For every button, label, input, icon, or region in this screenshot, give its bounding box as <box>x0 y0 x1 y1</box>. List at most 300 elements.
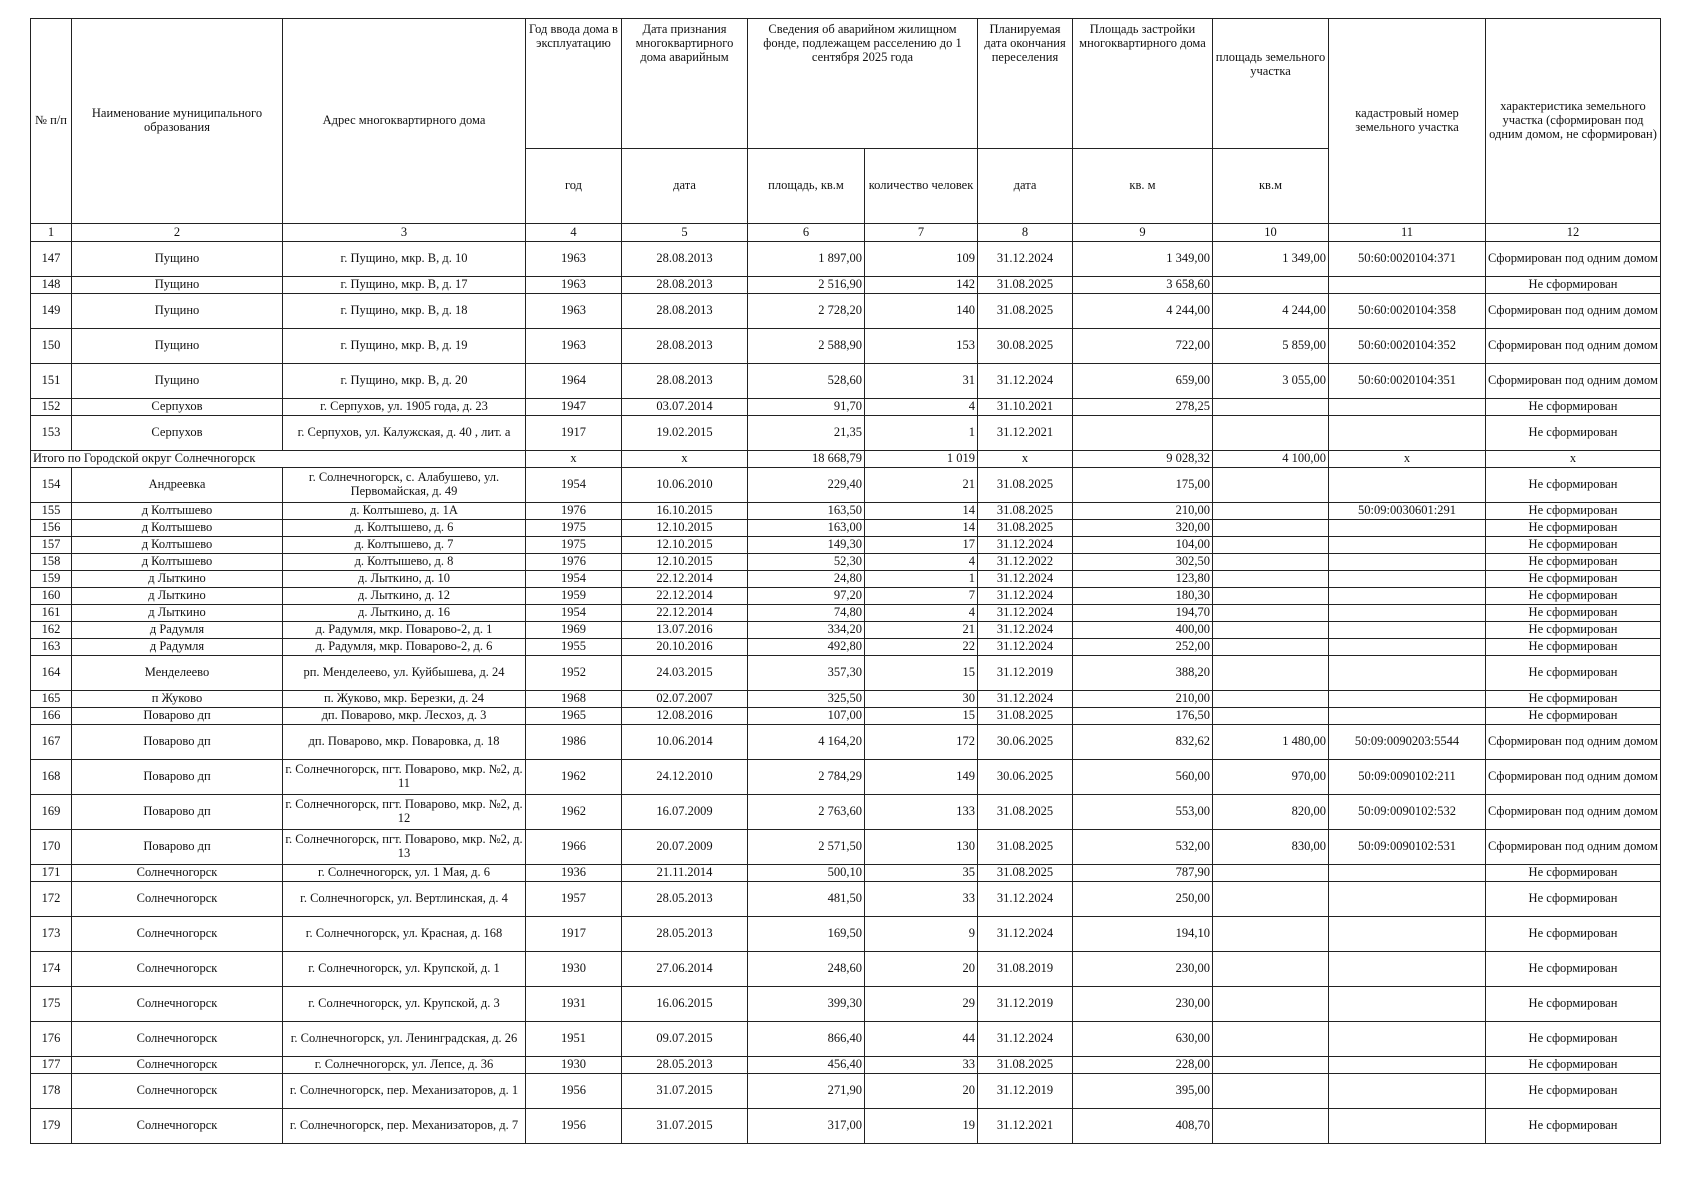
municipality-name: Солнечногорск <box>72 1022 283 1057</box>
municipality-name: Солнечногорск <box>72 1057 283 1074</box>
land-area <box>1213 416 1329 451</box>
house-address: г. Солнечногорск, ул. Вертлинская, д. 4 <box>283 882 526 917</box>
planned-end-date: 31.12.2024 <box>978 537 1073 554</box>
land-characteristic: Сформирован под одним домом <box>1486 830 1661 865</box>
row-number: 167 <box>31 725 72 760</box>
resident-count: 4 <box>865 554 978 571</box>
commission-year: 1930 <box>526 952 622 987</box>
planned-end-date: 31.08.2025 <box>978 520 1073 537</box>
land-characteristic: Не сформирован <box>1486 639 1661 656</box>
house-address: г. Солнечногорск, пгт. Поварово, мкр. №2, д. 12 <box>283 795 526 830</box>
land-characteristic: Не сформирован <box>1486 952 1661 987</box>
cadastral-number <box>1329 865 1486 882</box>
column-number-row <box>31 224 1661 242</box>
resident-count: 14 <box>865 520 978 537</box>
planned-end-date: 31.12.2021 <box>978 416 1073 451</box>
building-area: 250,00 <box>1073 882 1213 917</box>
land-characteristic: Не сформирован <box>1486 468 1661 503</box>
municipality-name: Солнечногорск <box>72 865 283 882</box>
resident-count: 133 <box>865 795 978 830</box>
emergency-area: 91,70 <box>748 399 865 416</box>
commission-year: 1963 <box>526 294 622 329</box>
land-characteristic: Не сформирован <box>1486 708 1661 725</box>
emergency-area: 399,30 <box>748 987 865 1022</box>
header-col-municipality: Наименование муниципального образования <box>72 19 283 224</box>
municipality-name: Поварово дп <box>72 708 283 725</box>
land-characteristic: Сформирован под одним домом <box>1486 329 1661 364</box>
table-row <box>31 503 1661 520</box>
municipality-name: Поварово дп <box>72 760 283 795</box>
municipality-name: Солнечногорск <box>72 1074 283 1109</box>
row-number: 168 <box>31 760 72 795</box>
land-characteristic: Сформирован под одним домом <box>1486 795 1661 830</box>
municipality-name: д Колтышево <box>72 503 283 520</box>
table-row <box>31 329 1661 364</box>
emergency-area: 357,30 <box>748 656 865 691</box>
municipality-name: д Радумля <box>72 639 283 656</box>
land-area <box>1213 277 1329 294</box>
table-row <box>31 1074 1661 1109</box>
building-area: 388,20 <box>1073 656 1213 691</box>
recognition-date: 20.10.2016 <box>622 639 748 656</box>
emergency-area: 492,80 <box>748 639 865 656</box>
municipality-name: д Радумля <box>72 622 283 639</box>
resident-count: 9 <box>865 917 978 952</box>
row-number: 150 <box>31 329 72 364</box>
land-area <box>1213 622 1329 639</box>
commission-year: 1986 <box>526 725 622 760</box>
land-area: 5 859,00 <box>1213 329 1329 364</box>
planned-end-date: 31.12.2019 <box>978 656 1073 691</box>
row-number: 170 <box>31 830 72 865</box>
column-number: 8 <box>978 224 1073 242</box>
cadastral-number: 50:09:0090102:531 <box>1329 830 1486 865</box>
recognition-date: 28.08.2013 <box>622 364 748 399</box>
table-row <box>31 294 1661 329</box>
recognition-date: 27.06.2014 <box>622 952 748 987</box>
column-number: 4 <box>526 224 622 242</box>
total-row <box>31 451 1661 468</box>
resident-count: 44 <box>865 1022 978 1057</box>
land-area <box>1213 987 1329 1022</box>
emergency-area: 1 897,00 <box>748 242 865 277</box>
commission-year: 1975 <box>526 537 622 554</box>
building-area: 659,00 <box>1073 364 1213 399</box>
resident-count: 172 <box>865 725 978 760</box>
recognition-date: 02.07.2007 <box>622 691 748 708</box>
planned-end-date: 31.12.2024 <box>978 691 1073 708</box>
resident-count: 14 <box>865 503 978 520</box>
row-number: 179 <box>31 1109 72 1144</box>
commission-year: 1962 <box>526 760 622 795</box>
column-number: 12 <box>1486 224 1661 242</box>
building-area: 1 349,00 <box>1073 242 1213 277</box>
municipality-name: Пущино <box>72 364 283 399</box>
recognition-date: 09.07.2015 <box>622 1022 748 1057</box>
house-address: г. Пущино, мкр. В, д. 18 <box>283 294 526 329</box>
emergency-housing-table <box>30 18 1661 1144</box>
land-area <box>1213 399 1329 416</box>
commission-year: 1963 <box>526 242 622 277</box>
planned-end-date: 30.06.2025 <box>978 760 1073 795</box>
municipality-name: Андреевка <box>72 468 283 503</box>
table-row <box>31 1057 1661 1074</box>
planned-end-date: 31.08.2025 <box>978 468 1073 503</box>
commission-year: x <box>526 451 622 468</box>
header-col-number: № п/п <box>31 19 72 224</box>
cadastral-number: 50:60:0020104:358 <box>1329 294 1486 329</box>
emergency-area: 317,00 <box>748 1109 865 1144</box>
table-row <box>31 520 1661 537</box>
building-area: 395,00 <box>1073 1074 1213 1109</box>
commission-year: 1936 <box>526 865 622 882</box>
resident-count: 7 <box>865 588 978 605</box>
recognition-date: 22.12.2014 <box>622 588 748 605</box>
cadastral-number: 50:09:0090102:211 <box>1329 760 1486 795</box>
planned-end-date: 31.12.2024 <box>978 605 1073 622</box>
cadastral-number <box>1329 639 1486 656</box>
commission-year: 1968 <box>526 691 622 708</box>
row-number: 149 <box>31 294 72 329</box>
cadastral-number: x <box>1329 451 1486 468</box>
table-row <box>31 656 1661 691</box>
municipality-name: д Колтышево <box>72 537 283 554</box>
table-row <box>31 242 1661 277</box>
subheader-people: количество человек <box>865 149 978 224</box>
land-area: 830,00 <box>1213 830 1329 865</box>
emergency-area: 163,00 <box>748 520 865 537</box>
land-characteristic: Не сформирован <box>1486 554 1661 571</box>
commission-year: 1917 <box>526 917 622 952</box>
emergency-area: 21,35 <box>748 416 865 451</box>
land-characteristic: Не сформирован <box>1486 605 1661 622</box>
recognition-date: 22.12.2014 <box>622 605 748 622</box>
resident-count: 31 <box>865 364 978 399</box>
row-number: 164 <box>31 656 72 691</box>
house-address: п. Жуково, мкр. Березки, д. 24 <box>283 691 526 708</box>
municipality-name: д Колтышево <box>72 520 283 537</box>
land-area <box>1213 639 1329 656</box>
recognition-date: 20.07.2009 <box>622 830 748 865</box>
row-number: 171 <box>31 865 72 882</box>
recognition-date: 13.07.2016 <box>622 622 748 639</box>
building-area: 630,00 <box>1073 1022 1213 1057</box>
building-area: 560,00 <box>1073 760 1213 795</box>
row-number: 166 <box>31 708 72 725</box>
house-address: г. Пущино, мкр. В, д. 20 <box>283 364 526 399</box>
planned-end-date: 31.12.2024 <box>978 364 1073 399</box>
row-number: 172 <box>31 882 72 917</box>
recognition-date: 12.08.2016 <box>622 708 748 725</box>
recognition-date: 28.08.2013 <box>622 277 748 294</box>
cadastral-number: 50:60:0020104:371 <box>1329 242 1486 277</box>
commission-year: 1954 <box>526 605 622 622</box>
land-area <box>1213 708 1329 725</box>
commission-year: 1959 <box>526 588 622 605</box>
table-row <box>31 571 1661 588</box>
row-number: 160 <box>31 588 72 605</box>
commission-year: 1917 <box>526 416 622 451</box>
building-area: 832,62 <box>1073 725 1213 760</box>
land-characteristic: x <box>1486 451 1661 468</box>
land-characteristic: Сформирован под одним домом <box>1486 294 1661 329</box>
emergency-area: 2 588,90 <box>748 329 865 364</box>
planned-end-date: 31.12.2024 <box>978 639 1073 656</box>
commission-year: 1951 <box>526 1022 622 1057</box>
land-area: 4 100,00 <box>1213 451 1329 468</box>
header-col-address: Адрес многоквартирного дома <box>283 19 526 224</box>
row-number: 147 <box>31 242 72 277</box>
house-address: г. Солнечногорск, ул. 1 Мая, д. 6 <box>283 865 526 882</box>
subheader-date: дата <box>622 149 748 224</box>
header-col-recognition-date: Дата признания многоквартирного дома аварийным <box>622 19 748 149</box>
cadastral-number <box>1329 1057 1486 1074</box>
table-row <box>31 691 1661 708</box>
house-address: д. Лыткино, д. 12 <box>283 588 526 605</box>
subheader-land-sq-m: кв.м <box>1213 149 1329 224</box>
emergency-area: 2 784,29 <box>748 760 865 795</box>
emergency-area: 2 728,20 <box>748 294 865 329</box>
recognition-date: 24.12.2010 <box>622 760 748 795</box>
table-row <box>31 830 1661 865</box>
resident-count: 20 <box>865 1074 978 1109</box>
land-characteristic: Сформирован под одним домом <box>1486 760 1661 795</box>
header-col-fund-info: Сведения об аварийном жилищном фонде, подлежащем расселению до 1 сентября 2025 года <box>748 19 978 149</box>
table-row <box>31 708 1661 725</box>
emergency-area: 97,20 <box>748 588 865 605</box>
emergency-area: 481,50 <box>748 882 865 917</box>
resident-count: 30 <box>865 691 978 708</box>
planned-end-date: 31.12.2024 <box>978 588 1073 605</box>
header-col-land-area: площадь земельного участка <box>1213 19 1329 149</box>
municipality-name: Поварово дп <box>72 795 283 830</box>
cadastral-number <box>1329 656 1486 691</box>
row-number: 158 <box>31 554 72 571</box>
planned-end-date: 31.12.2024 <box>978 882 1073 917</box>
table-row <box>31 277 1661 294</box>
resident-count: 21 <box>865 622 978 639</box>
cadastral-number: 50:60:0020104:351 <box>1329 364 1486 399</box>
column-number: 5 <box>622 224 748 242</box>
row-number: 159 <box>31 571 72 588</box>
row-number: 162 <box>31 622 72 639</box>
table-row <box>31 952 1661 987</box>
emergency-area: 456,40 <box>748 1057 865 1074</box>
row-number: 176 <box>31 1022 72 1057</box>
recognition-date: 12.10.2015 <box>622 537 748 554</box>
land-characteristic: Не сформирован <box>1486 503 1661 520</box>
municipality-name: Серпухов <box>72 399 283 416</box>
recognition-date: 28.08.2013 <box>622 294 748 329</box>
building-area <box>1073 416 1213 451</box>
land-area <box>1213 691 1329 708</box>
resident-count: 21 <box>865 468 978 503</box>
house-address: д. Лыткино, д. 16 <box>283 605 526 622</box>
row-number: 174 <box>31 952 72 987</box>
municipality-name: Серпухов <box>72 416 283 451</box>
cadastral-number <box>1329 917 1486 952</box>
land-characteristic: Не сформирован <box>1486 1057 1661 1074</box>
planned-end-date: 31.08.2025 <box>978 277 1073 294</box>
recognition-date: 31.07.2015 <box>622 1109 748 1144</box>
resident-count: 35 <box>865 865 978 882</box>
cadastral-number: 50:09:0090203:5544 <box>1329 725 1486 760</box>
cadastral-number <box>1329 1022 1486 1057</box>
cadastral-number: 50:60:0020104:352 <box>1329 329 1486 364</box>
commission-year: 1952 <box>526 656 622 691</box>
row-number: 177 <box>31 1057 72 1074</box>
cadastral-number: 50:09:0030601:291 <box>1329 503 1486 520</box>
land-area: 820,00 <box>1213 795 1329 830</box>
resident-count: 33 <box>865 882 978 917</box>
building-area: 104,00 <box>1073 537 1213 554</box>
resident-count: 22 <box>865 639 978 656</box>
cadastral-number <box>1329 588 1486 605</box>
subheader-sq-m: кв. м <box>1073 149 1213 224</box>
row-number: 157 <box>31 537 72 554</box>
land-characteristic: Не сформирован <box>1486 1109 1661 1144</box>
house-address: д. Радумля, мкр. Поварово-2, д. 1 <box>283 622 526 639</box>
commission-year: 1963 <box>526 277 622 294</box>
land-area <box>1213 588 1329 605</box>
planned-end-date: 31.12.2024 <box>978 917 1073 952</box>
land-area <box>1213 554 1329 571</box>
recognition-date: 12.10.2015 <box>622 554 748 571</box>
house-address: рп. Менделеево, ул. Куйбышева, д. 24 <box>283 656 526 691</box>
land-characteristic: Сформирован под одним домом <box>1486 242 1661 277</box>
cadastral-number <box>1329 468 1486 503</box>
row-number: 173 <box>31 917 72 952</box>
table-row <box>31 725 1661 760</box>
resident-count: 15 <box>865 656 978 691</box>
column-number: 2 <box>72 224 283 242</box>
cadastral-number <box>1329 520 1486 537</box>
row-number: 155 <box>31 503 72 520</box>
row-number: 153 <box>31 416 72 451</box>
municipality-name: Менделеево <box>72 656 283 691</box>
table-row <box>31 605 1661 622</box>
resident-count: 153 <box>865 329 978 364</box>
land-area <box>1213 1057 1329 1074</box>
resident-count: 130 <box>865 830 978 865</box>
land-area: 4 244,00 <box>1213 294 1329 329</box>
row-number: 169 <box>31 795 72 830</box>
table-row <box>31 1022 1661 1057</box>
commission-year: 1954 <box>526 571 622 588</box>
recognition-date: 16.06.2015 <box>622 987 748 1022</box>
land-characteristic: Не сформирован <box>1486 865 1661 882</box>
land-characteristic: Не сформирован <box>1486 399 1661 416</box>
emergency-area: 74,80 <box>748 605 865 622</box>
house-address: г. Солнечногорск, с. Алабушево, ул. Первомайская, д. 49 <box>283 468 526 503</box>
land-area: 1 480,00 <box>1213 725 1329 760</box>
emergency-area: 248,60 <box>748 952 865 987</box>
column-number: 10 <box>1213 224 1329 242</box>
land-area <box>1213 656 1329 691</box>
recognition-date: 22.12.2014 <box>622 571 748 588</box>
building-area: 194,70 <box>1073 605 1213 622</box>
recognition-date: 10.06.2010 <box>622 468 748 503</box>
cadastral-number <box>1329 1109 1486 1144</box>
table-row <box>31 882 1661 917</box>
planned-end-date: 31.12.2021 <box>978 1109 1073 1144</box>
recognition-date: 21.11.2014 <box>622 865 748 882</box>
table-row <box>31 795 1661 830</box>
building-area: 9 028,32 <box>1073 451 1213 468</box>
table-row <box>31 554 1661 571</box>
commission-year: 1954 <box>526 468 622 503</box>
planned-end-date: 31.08.2025 <box>978 1057 1073 1074</box>
recognition-date: 28.08.2013 <box>622 242 748 277</box>
house-address: г. Пущино, мкр. В, д. 17 <box>283 277 526 294</box>
municipality-name: Солнечногорск <box>72 882 283 917</box>
row-number: 154 <box>31 468 72 503</box>
land-area <box>1213 952 1329 987</box>
building-area: 210,00 <box>1073 503 1213 520</box>
municipality-name: д Колтышево <box>72 554 283 571</box>
table-row <box>31 399 1661 416</box>
building-area: 180,30 <box>1073 588 1213 605</box>
land-area <box>1213 1109 1329 1144</box>
municipality-name: Пущино <box>72 294 283 329</box>
land-characteristic: Не сформирован <box>1486 520 1661 537</box>
planned-end-date: 31.12.2024 <box>978 242 1073 277</box>
planned-end-date: 31.08.2019 <box>978 952 1073 987</box>
planned-end-date: 31.12.2024 <box>978 571 1073 588</box>
house-address: г. Пущино, мкр. В, д. 19 <box>283 329 526 364</box>
building-area: 123,80 <box>1073 571 1213 588</box>
building-area: 722,00 <box>1073 329 1213 364</box>
cadastral-number <box>1329 882 1486 917</box>
land-area <box>1213 503 1329 520</box>
planned-end-date: 31.10.2021 <box>978 399 1073 416</box>
house-address: г. Солнечногорск, пгт. Поварово, мкр. №2, д. 13 <box>283 830 526 865</box>
commission-year: 1964 <box>526 364 622 399</box>
building-area: 787,90 <box>1073 865 1213 882</box>
land-area <box>1213 1022 1329 1057</box>
land-characteristic: Не сформирован <box>1486 277 1661 294</box>
recognition-date: 28.05.2013 <box>622 882 748 917</box>
resident-count: 1 <box>865 416 978 451</box>
header-col-land-characteristic: характеристика земельного участка (сформирован под одним домом, не сформирован) <box>1486 19 1661 224</box>
resident-count: 1 019 <box>865 451 978 468</box>
resident-count: 33 <box>865 1057 978 1074</box>
resident-count: 29 <box>865 987 978 1022</box>
row-number: 175 <box>31 987 72 1022</box>
commission-year: 1962 <box>526 795 622 830</box>
emergency-area: 866,40 <box>748 1022 865 1057</box>
row-number: 148 <box>31 277 72 294</box>
land-area <box>1213 520 1329 537</box>
land-characteristic: Сформирован под одним домом <box>1486 364 1661 399</box>
planned-end-date: 31.08.2025 <box>978 294 1073 329</box>
land-characteristic: Не сформирован <box>1486 691 1661 708</box>
house-address: д. Радумля, мкр. Поварово-2, д. 6 <box>283 639 526 656</box>
emergency-area: 229,40 <box>748 468 865 503</box>
table-row <box>31 588 1661 605</box>
header-col-year: Год ввода дома в эксплуатацию <box>526 19 622 149</box>
emergency-area: 24,80 <box>748 571 865 588</box>
building-area: 230,00 <box>1073 987 1213 1022</box>
column-number: 11 <box>1329 224 1486 242</box>
column-number: 1 <box>31 224 72 242</box>
recognition-date: 16.10.2015 <box>622 503 748 520</box>
cadastral-number <box>1329 1074 1486 1109</box>
municipality-name: д Лыткино <box>72 571 283 588</box>
commission-year: 1969 <box>526 622 622 639</box>
land-area <box>1213 1074 1329 1109</box>
table-row <box>31 917 1661 952</box>
